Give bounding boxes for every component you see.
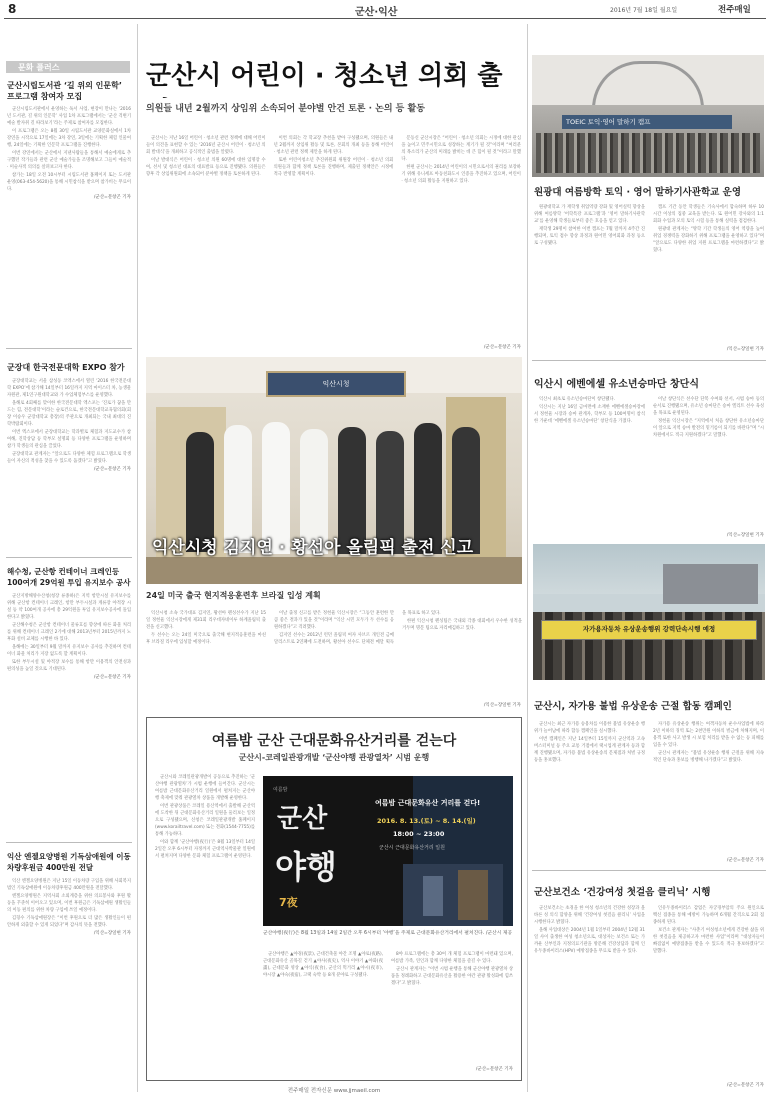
culture-box <box>146 717 522 1081</box>
article-body: 군산시립도서관에서 운영하는 독서 사업, 현장이 만나는 ‘2016년 도서관, 길 위의 인문학’ 사업 1차 프로그램에서는 ‘군산 격변기 예술 발자취 길 따라보기’라는 주제로 참여자를 모집한다. 이 프로그램은 오는 8월 30일 시립도서관 교양문화실에서 1차 강연을 시작으로 17일에는 3차 강연, 3일에는 기획한 체험 인물여행, 24일에는 기획한 인문학 프로그램을 진행한다. 이번 강연에서는 군산에서 지낸사람들을 통해서 예술에게로 추구했던 작가들과 관련 군산 예술가들을 조명해보고 그들이 예술적 · 미술사적 의의를 살펴보고자 한다. 참가는 18일 오전 10시부터 시립도서관 홈페이지 또는 도서관운영(063-454-5620)을 통해 시민참석을 받으며 참가비는 무료이다. <box>7 107 131 192</box>
lead-subheadline: 의원들 내년 2월까지 상임위 소속되어 분야별 안건 토론 · 논의 등 활동 <box>146 104 425 114</box>
poster-title-b: 야행 <box>275 848 337 886</box>
lead-body: 군산시는 지난 16일 어린이 · 청소년 관련 정책에 대해 어린이들이 의견을 표현할 수 있는 ‘2016년 군산시 어린이 · 청소년 의회 발대식’을 개최하고 공식적인 출범을 알렸다. 이날 발대식은 어린이 · 청소년 의원 60명에 대한 임명장 수여, 선서 및 청소년 대표의 대표발표 등으로 진행됐다. 의원들은 향후 각 상임위원회에 소속되어 분야별 정책을 토론하게 된다. 이번 의회는 각 학교장 추천을 받아 구성됐으며, 의원들은 내년 2월까지 상임위 활동 및 토론, 본회의 개최 등을 통해 어린이 · 청소년 관련 정책 제안을 하게 된다. 또한 어린이청소년 추진위원회 위원장 어린이 · 청소년 의회 의원들과 함께 정책 토론을 진행하며, 제출된 정책안은 시정에 적극 반영할 계획이다. 문동신 군산시장은 “어린이 · 청소년 의회는 시정에 대한 관심을 높이고 민주시민으로 성장하는 계기가 될 것”이라며 “여러분의 목소리가 군산의 미래를 밝히는 데 큰 힘이 될 것”이라고 말했다. 한편 군산시는 2014년 어린이의 시민으로서의 권리를 보장하기 위해 유니세프 아동친화도시 인증을 추진하고 있으며, 어린이 · 청소년 의회 활동을 지원하고 있다. <box>146 136 521 184</box>
poster-caption: 군산야행(夜行)은 8월 13일과 14일 2일간 오후 6시부터 ‘야행’을 주제로 근대문화유산거리에서 펼쳐진다. /군산시 제공 <box>263 931 513 936</box>
poster-side-text: 여름밤 <box>273 787 288 793</box>
banner-label: 문화 플러스 <box>18 63 60 72</box>
culture-body-right-a: 군산야행은 ▲야경(夜景), 근대건축물 야간 조명 ▲야로(夜路), 근대문화유산 골목길 걷기 ▲야사(夜史), 역사 이야기 ▲야화(夜畵), 근대문화 영상 ▲야식(夜食), 군산의 먹거리 ▲야시(夜市), 야시장 ▲야숙(夜宿), 고택 숙박 등 8개 분야로 구성됐다. <box>263 952 383 978</box>
poster-dates: 2016. 8. 13.(토) ~ 8. 14.(일) <box>377 817 476 825</box>
culture-poster <box>263 776 513 926</box>
poster-chars: 7夜 <box>279 896 298 909</box>
olympic-body: 익산시청 소속 국가대표 김지연, 황선아 펜싱선수가 지난 15일 정헌율 익산시장에게 제31회 리우데자네이루 하계올림픽 출전을 신고했다. 두 선수는 오는 24일 미국으로 출국해 현지적응훈련을 마친 후 브라질 리우에 입성할 예정이다. 이날 출정 신고를 받은 정헌율 익산시장은 “그동안 훈련한 만큼 좋은 결과가 있을 것”이라며 “익산 시민 모두가 두 선수를 응원하겠다”고 격려했다. 김지연 선수는 2012년 런던 올림픽 여자 사브르 개인전 금메달리스트로 2연패에 도전하며, 황선아 선수도 단체전 메달 획득을 목표로 하고 있다. 한편 익산시청 펜싱팀은 국내외 각종 대회에서 우수한 성적을 거두며 명문 팀으로 자리매김하고 있다. <box>146 611 522 645</box>
article-title: 군장대 한국전문대학 EXPO 참가 <box>7 363 125 372</box>
byline: /익산=장일현 기자 <box>93 931 131 936</box>
r3-title: 군산시, 자가용 불법 유상운송 근절 합동 캠페인 <box>534 701 732 712</box>
article-body: 군장대학교는 서울 삼성동 코엑스에서 열린 ‘2016 한국전문대학 EXPO’에 참가해 14일부터 16일까지 지역 마이스터 차, 농생물자원관, 제1연구원대학교와 가 수업체험부스를 운영했다. 올해로 4회째를 맞이한 한국전문대학 엑스포는 ‘진로가 꿈을 만드는 힘, 전문대학’이라는 슬로건으로, 한국전문대학교육협의회(회장 이승우 군장대학교 총장)의 주관으로 개최되는 국내 최대의 진학박람회이다. 이번 엑스포에서 군장대학교는 학과별로 체험과 지도교수가 참여해, 진학상담 등 학부모 설명회 등 다양한 프로그램을 운영하며 참가 학생들의 관심을 끌었다. 군장대학교 관계자는 “앞으로도 다양한 체험 프로그램으로 학생들이 자신의 적성을 찾을 수 있도록 돕겠다”고 밝혔다. <box>7 379 131 464</box>
university-photo <box>532 55 764 177</box>
article-port <box>7 566 131 834</box>
footer-text: 전주매일 전자신문 www.jjmaeil.com <box>287 1088 381 1094</box>
issue-date: 2016년 7월 18일 월요일 <box>610 7 678 14</box>
article-body: 익산 엔젤요양병원은 지난 15일 이동차량 구입을 위해 사회복지법인 기독삼애원에 이동차량후원금 400만원을 전달했다. 엔젤요양병원은 지역사회 소외계층을 위한 의료봉사와 후원 활동을 꾸준히 이어오고 있으며, 이번 후원금은 기독삼애원 생활인들의 이동 편의를 위한 차량 구입에 쓰일 예정이다. 김형수 기독삼애원장은 “이번 후원으로 더 많은 생활인들이 편안하게 외출할 수 있게 되었다”며 감사의 뜻을 전했다. <box>7 879 131 928</box>
culture-subheadline: 군산시-코레일관광개발 ‘군산야행 관광열차’ 시범 운행 <box>238 753 430 762</box>
article-expo <box>7 362 131 552</box>
byline: /군산=문창곤 기자 <box>93 675 131 680</box>
lead-byline: /군산=문창곤 기자 <box>483 345 521 350</box>
olympic-headline: 익산시청 김지연 · 황선아 올림픽 출전 신고 <box>152 538 474 558</box>
section-name: 군산·익산 <box>355 7 398 18</box>
r4-title: 군산보건소 ‘건강여성 첫걸음 클리닉’ 시행 <box>534 887 711 898</box>
r4-byline: /군산=문창곤 기자 <box>726 1083 764 1088</box>
poster-time: 18:00 ~ 23:00 <box>393 830 445 838</box>
olympic-byline: /익산=장일현 기자 <box>483 703 521 708</box>
olympic-photo <box>146 357 522 584</box>
poster-place: 군산시 근대문화유산거리 일원 <box>379 845 445 851</box>
article-library <box>7 80 131 344</box>
photo-banner-text: TOEIC 토익·영어 말하기 캠프 <box>566 118 651 126</box>
page-header <box>0 0 770 20</box>
byline: /군산=문창곤 기자 <box>93 195 131 200</box>
campaign-banner-text: 자가용자동차 유상운송행위 강력단속시행 예정 <box>582 625 716 633</box>
article-title: 해수청, 군산항 컨테이너 크레인등 100여개 29억원 투입 유지보수 공사 <box>7 567 131 587</box>
article-title: 군산시립도서관 ‘길 위의 인문학’ 프로그램 참여자 모집 <box>7 81 122 101</box>
poster-title-a: 군산 <box>277 804 328 834</box>
photo-signboard: 익산시청 <box>322 380 350 388</box>
paper-name: 전주매일 <box>718 5 751 15</box>
byline: /군산=문창곤 기자 <box>93 467 131 472</box>
poster-top: 여름밤 근대문화유산 거리를 걷다! <box>375 799 481 807</box>
culture-byline: /군산=문창곤 기자 <box>475 1067 513 1072</box>
r2-title: 익산시 에벤에셀 유소년승마단 창단식 <box>534 379 700 389</box>
r4-body: 군산보건소는 초경을 한 여성 청소년의 건강한 성장과 올바른 성 의식 함양을 위해 ‘건강여성 첫걸음 클리닉’ 사업을 시행한다고 밝혔다. 올해 사업대상은 2004년 1월 1일부터 2004년 12월 31일 사이 출생한 여성 청소년으로, 대상자는 보건소 또는 가까운 산부인과 지정의료기관을 방문해 건강상담과 함께 인유두종바이러스(HPV) 예방접종을 무료로 받을 수 있다. 인유두종바이러스 감염은 자궁경부암의 주요 원인으로 백신 접종을 통해 예방이 가능하며 6개월 간격으로 2회 접종하게 된다. 보건소 관계자는 “사춘기 여성청소년에게 건강한 삶을 위한 첫걸음을 제공하고자 마련한 사업”이라며 “대상자들이 빠짐없이 예방접종을 받을 수 있도록 적극 홍보하겠다”고 말했다. <box>534 906 764 954</box>
campaign-photo <box>533 544 765 680</box>
r1-body: 원광대학교 가 재학생 취업역량 강화 및 영어실력 향상을 위해 여름방학 ‘어학특강 프로그램’과 ‘영어 말하기사관학교’를 운영해 학생들로부터 좋은 호응을 얻고 있다. 재학생 29명이 참여한 이번 캠프는 7월 말까지 4주간 진행되며, 토익 점수 향상 과정과 원어민 영어회화 과정 등으로 구성됐다. 캠프 기간 동안 학생들은 기숙사에서 합숙하며 하루 10시간 이상의 집중 교육을 받는다. 또 원어민 강사와의 1:1 회화 수업과 모의 토익 시험 등을 통해 실력을 점검한다. 원광대 관계자는 “방학 기간 학생들의 영어 역량을 높여 취업 경쟁력을 강화하기 위해 프로그램을 운영하고 있다”며 “앞으로도 다양한 취업 지원 프로그램을 마련하겠다”고 밝혔다. <box>534 205 764 253</box>
r1-byline: /익산=장일현 기자 <box>726 347 764 352</box>
r3-body: 군산시는 최근 자가용 승용차를 이용한 불법 유상운송 행위가 늘어남에 따라 합동 캠페인을 실시했다. 이번 캠페인은 지난 14일부터 15일까지 군산역과 고속버스터미널 등 주요 교통 거점에서 택시업계 관계자 등과 함께 진행됐으며, 자가용 불법 유상운송의 문제점과 처벌 규정 등을 홍보했다. 자가용 유상운송 행위는 여객자동차 운수사업법에 따라 2년 이하의 징역 또는 2천만원 이하의 벌금에 처해지며, 이용객 또한 사고 발생 시 보험 처리를 받을 수 없는 등 피해를 입을 수 있다. 군산시 관계자는 “불법 유상운송 행위 근절을 위해 지속적인 단속과 홍보를 병행해 나가겠다”고 밝혔다. <box>534 722 764 763</box>
r2-byline: /익산=장일현 기자 <box>726 533 764 538</box>
page-number: 8 <box>8 2 17 16</box>
olympic-subheadline: 24일 미국 출국 현지적응훈련후 브라질 입성 계획 <box>146 591 321 600</box>
culture-headline: 여름밤 군산 근대문화유산거리를 걷는다 <box>211 733 457 749</box>
r2-body: 익산시 최초로 유소년승마단이 창단됐다. 익산시는 지난 16일 금마면에 소재한 에벤에셀승마장에서 정헌율 시장과 승마 관계자, 학부모 등 100여명이 참석한 가운데 ‘에벤에셀 유소년승마단’ 창단식을 가졌다. 이날 창단식은 선수단 단복 수여와 선서, 시범 승마 등의 순서로 진행됐으며, 유소년 승마단은 승마 엘리트 선수 육성을 목표로 운영된다. 정헌율 익산시장은 “지역에서 처음 창단한 유소년승마단이 앞으로 지역 승마 발전의 밑거름이 되기를 바란다”며 “시 차원에서도 적극 지원하겠다”고 말했다. <box>534 397 764 438</box>
culture-body-left: 군산시와 코레일관광개발이 공동으로 추진하는 ‘군산야행 관광열차’가 시범 운행에 들어간다. 군산시는 여름밤 근대문화유산거리 일원에서 펼쳐지는 군산야행 축제에 맞춰 관광열차 상품을 개발해 운영한다. 이번 관광상품은 코레일 용산역에서 출발해 군산역에 도착한 뒤 근대문화유산거리 일원을 둘러보는 일정으로 구성됐으며, 신청은 코레일관광개발 홈페이지(www.korailtravel.com) 또는 전화(1544-7755)를 통해 가능하다. 이와 함께 ‘군산야행(夜行)’은 8월 13일부터 14일 2일간 오후 6시부터 자정까지 근대역사박물관 일원에서 펼쳐지며 다양한 문화 체험 프로그램이 운영된다. <box>155 775 255 859</box>
r1-title: 원광대 여름방학 토익 · 영어 말하기사관학교 운영 <box>534 187 741 198</box>
culture-body-right-b: 8야 프로그램에는 총 30여 개 체험 프로그램이 마련돼 있으며, 여름밤 가족, 연인과 함께 다양한 체험을 즐길 수 있다. 군산시 관계자는 “이번 시범 운행을 통해 군산야행 관광열차 상품을 정례화하고 근대문화유산을 활용한 야간 관광 활성화에 힘쓰겠다”고 밝혔다. <box>391 952 513 986</box>
article-hospital <box>7 851 131 1091</box>
article-title: 익산 엔젤요양병원 기독삼애원에 이동차량후원금 400만원 전달 <box>7 852 131 872</box>
lead-headline: 군산시 어린이 · 청소년 의회 출 <box>146 61 503 91</box>
column-banner <box>6 61 130 73</box>
r3-byline: /군산=문창곤 기자 <box>726 858 764 863</box>
article-body: 군산지방해양수산청(청장 류종하)은 지역 항만시설 유지보수를 위해 군산항 컨테이너 크레인, 항만 부두시설과 계류장 야적장 시설 등 약 100여개 공사에 총 29억원을 투입 유지보수공사에 돌입한다고 밝혔다. 군산해수청은 군산항 컨테이너 물류흐름 향상에 따른 화물 처리를 위해 컨테이너 크레인 2기에 대해 2013년부터 2015년까지 노후화 설비 교체를 시행한 바 있다. 올해에는 30일부터 9월 말까지 유지보수 공사를 추진하며 컨테이너 화물 처리가 지장 없도록 할 계획이다. 또한 부두시설 및 야적장 보수를 통해 항만 이용객의 안전성과 편의성을 높일 것으로 기대된다. <box>7 594 131 672</box>
